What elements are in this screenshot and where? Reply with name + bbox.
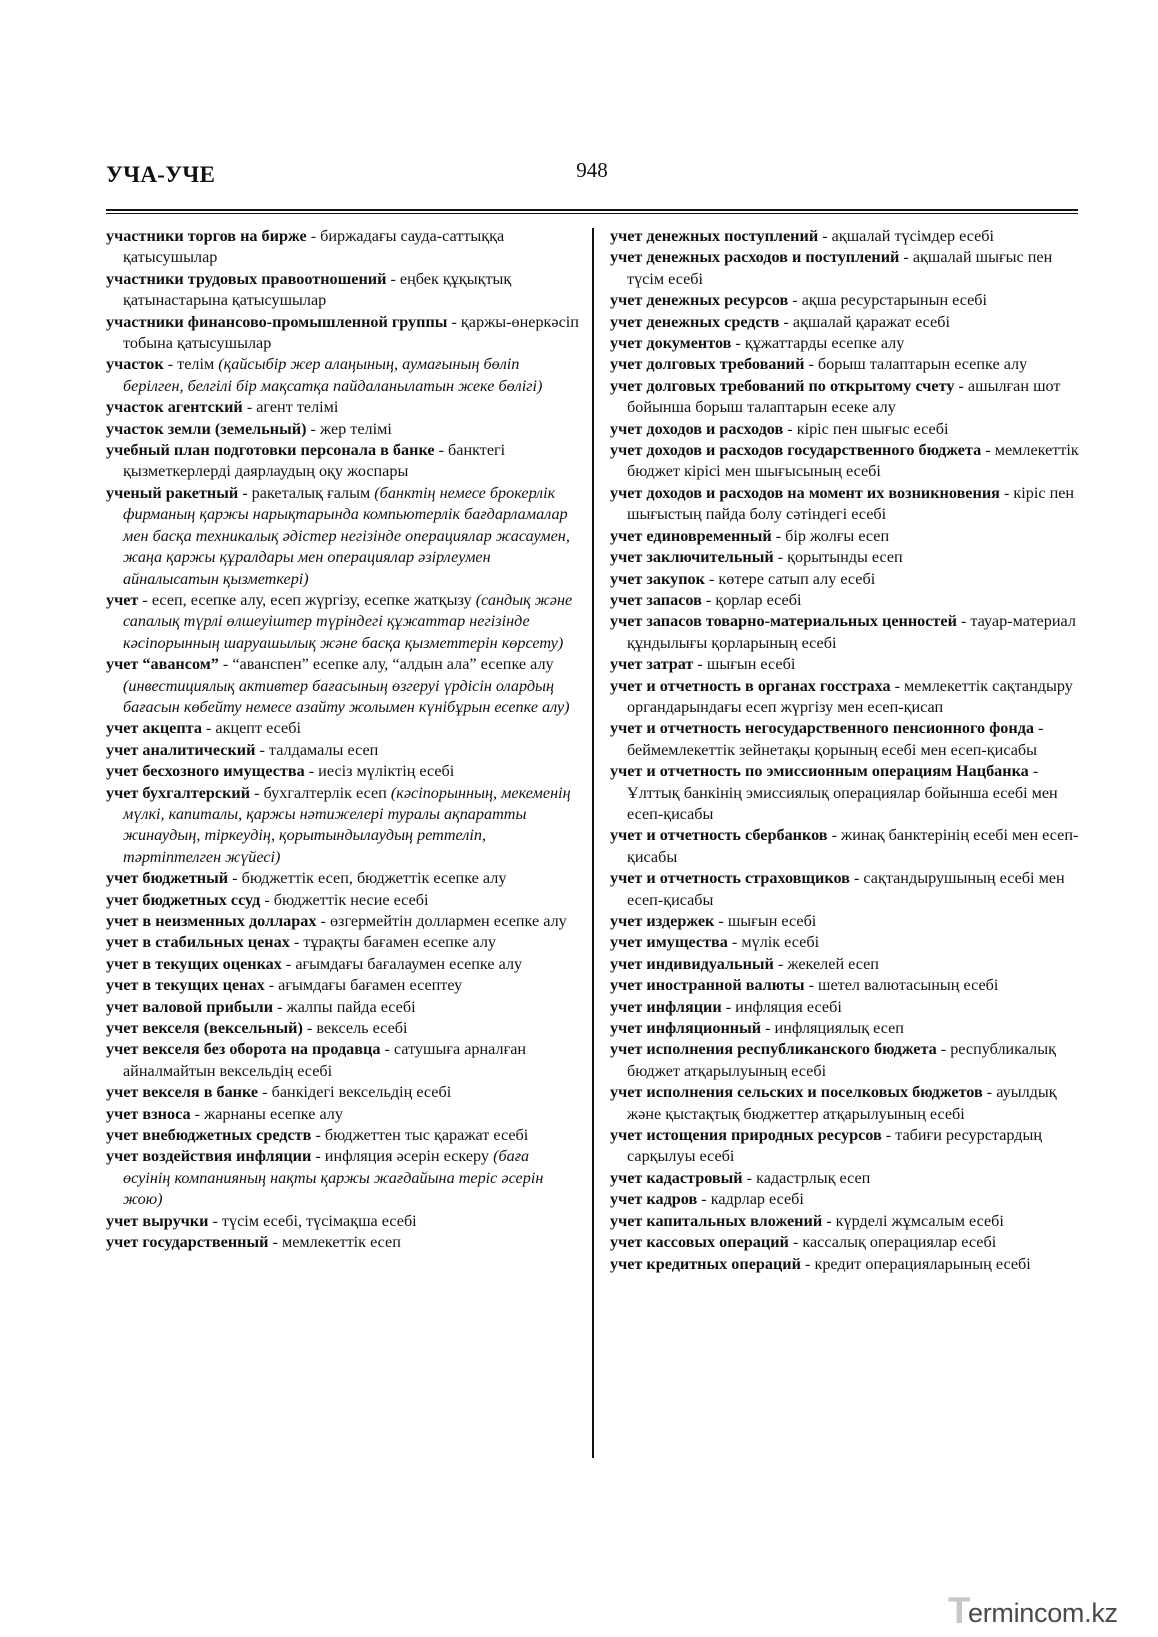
dictionary-entry bbox=[610, 590, 1080, 611]
dictionary-entry bbox=[106, 590, 579, 654]
entry-term: участок bbox=[106, 355, 164, 374]
entry-translation: - жалпы пайда есебі bbox=[273, 997, 416, 1016]
dictionary-entry bbox=[106, 397, 579, 418]
entry-translation: - кредит операцияларының есебі bbox=[800, 1254, 1031, 1273]
entry-note: (кәсіпорынның, мекеменің мүлкі, капиталы, қаржы нәтижелері туралы ақпаратты жинаудың, тіркеудің, қорытындылаудың реттеліп, тәртіптелген жүйесі) bbox=[123, 783, 571, 866]
dictionary-entry bbox=[610, 676, 1080, 719]
entry-term: учет векселя в банке bbox=[106, 1083, 259, 1102]
entry-term: учет и отчетность страховщиков bbox=[610, 869, 850, 888]
entry-translation: - жарнаны есепке алу bbox=[190, 1104, 343, 1123]
entry-term: учет бюджетный bbox=[106, 869, 229, 888]
entry-term: учет аналитический bbox=[106, 740, 256, 759]
entry-term: учет долговых требований bbox=[610, 355, 805, 374]
dictionary-entry bbox=[610, 1254, 1080, 1275]
entry-term: учет денежных поступлений bbox=[610, 227, 819, 245]
entry-translation: - шығын есебі bbox=[714, 912, 817, 930]
entry-note: (инвестициялық активтер бағасының өзгеруі үрдісін олардың бағасын көбейту немесе азайту жолымен күнібұрын есепке алу) bbox=[123, 676, 570, 716]
entry-term: учет в неизменных долларах bbox=[106, 912, 317, 930]
entry-translation: - талдамалы есеп bbox=[255, 740, 379, 759]
dictionary-entry bbox=[610, 376, 1080, 419]
entry-translation: - вексель есебі bbox=[302, 1019, 408, 1038]
entry-term: учет истощения природных ресурсов bbox=[610, 1126, 882, 1145]
entry-translation: - кадрлар есебі bbox=[697, 1190, 804, 1209]
dictionary-entry bbox=[610, 718, 1080, 761]
entry-translation: - қорытынды есеп bbox=[773, 548, 903, 567]
entry-translation: - бюджеттен тыс қаражат есебі bbox=[311, 1126, 529, 1145]
dictionary-entry bbox=[106, 868, 579, 889]
dictionary-entry bbox=[610, 1232, 1080, 1253]
entry-term: учет и отчетность негосударственного пенсионного фонда bbox=[610, 719, 1035, 738]
entry-term: учет bbox=[106, 590, 139, 609]
page-header bbox=[106, 158, 1078, 198]
entry-term: учет долговых требований по открытому счету bbox=[610, 376, 955, 395]
left-column bbox=[106, 226, 579, 1254]
entry-translation: - түсім есебі, түсімақша есебі bbox=[208, 1211, 417, 1230]
dictionary-entry bbox=[610, 247, 1080, 290]
entry-translation: - банктегі қызметкерлерді даярлаудың оқу жоспары bbox=[123, 441, 506, 481]
watermark-text: ermincom.kz bbox=[968, 1598, 1118, 1628]
dictionary-entry bbox=[610, 333, 1080, 354]
entry-translation: - жинақ банктерінің есебі мен есеп-қисабы bbox=[627, 826, 1079, 866]
dictionary-entry bbox=[610, 761, 1080, 825]
entry-translation: - инфляция әсерін ескеру bbox=[311, 1147, 494, 1166]
entry-translation: - жекелей есеп bbox=[773, 954, 879, 973]
entry-translation: - құжаттарды есепке алу bbox=[731, 334, 905, 353]
header-rule-thick bbox=[106, 209, 1078, 211]
entry-translation: - “аванспен” есепке алу, “алдын ала” есепке алу bbox=[218, 655, 554, 674]
dictionary-entry bbox=[610, 1125, 1080, 1168]
entry-term: учет взноса bbox=[106, 1104, 191, 1123]
entry-term: учет заключительный bbox=[610, 548, 774, 567]
entry-term: учет инфляционный bbox=[610, 1019, 762, 1038]
dictionary-entry bbox=[610, 1168, 1080, 1189]
dictionary-entry bbox=[610, 868, 1080, 911]
entry-term: участок земли (земельный) bbox=[106, 419, 307, 438]
entry-term: учет инфляции bbox=[610, 997, 722, 1016]
entry-term: участники финансово-промышленной группы bbox=[106, 312, 448, 331]
column-divider bbox=[592, 228, 594, 1458]
entry-translation: - Ұлттық банкінің эмиссиялық операциялар бойынша есебі мен есеп-қисабы bbox=[627, 762, 1058, 823]
entry-term: учет единовременный bbox=[610, 526, 772, 545]
entry-translation: - мемлекеттік сақтандыру органдарындағы есеп жүргізу мен есеп-қисап bbox=[627, 676, 1073, 716]
dictionary-entry bbox=[610, 1039, 1080, 1082]
entry-term: учет кредитных операций bbox=[610, 1254, 801, 1273]
entry-term: учет запасов товарно-материальных ценностей bbox=[610, 612, 957, 631]
entry-translation: - есеп, есепке алу, есеп жүргізу, есепке жатқызу bbox=[138, 590, 476, 609]
entry-term: учет государственный bbox=[106, 1233, 269, 1252]
entry-term: учет доходов и расходов bbox=[610, 419, 784, 438]
watermark-logo-mark: T bbox=[948, 1590, 971, 1631]
entry-term: учет бесхозного имущества bbox=[106, 762, 305, 781]
entry-translation: - ағымдағы бағамен есептеу bbox=[264, 976, 463, 995]
entry-term: учет бюджетных ссуд bbox=[106, 890, 261, 909]
entry-term: учет денежных расходов и поступлений bbox=[610, 248, 900, 267]
entry-translation: - республикалық бюджет атқарылуының есебі bbox=[627, 1040, 1056, 1080]
entry-term: учет запасов bbox=[610, 590, 702, 609]
running-head: УЧА-УЧЕ bbox=[106, 162, 216, 187]
entry-term: учет закупок bbox=[610, 569, 705, 588]
entry-translation: - агент телімі bbox=[242, 398, 339, 417]
entry-term: учет кассовых операций bbox=[610, 1233, 789, 1252]
dictionary-entry bbox=[106, 1125, 579, 1146]
dictionary-entry bbox=[106, 483, 579, 590]
dictionary-entry bbox=[610, 611, 1080, 654]
dictionary-entry bbox=[610, 290, 1080, 311]
entry-term: ученый ракетный bbox=[106, 483, 239, 502]
entry-translation: - күрделі жұмсалым есебі bbox=[822, 1211, 1004, 1230]
entry-note: (банктің немесе брокерлік фирманың қаржы нарықтарында компьютерлік бағдарламалар мен басқа техникалық әдістер негізінде операциялар жасаумен, жаңа қаржы құралдары мен операциялар әзірлеумен айналысатын қызметкері) bbox=[123, 483, 570, 588]
entry-term: учет денежных ресурсов bbox=[610, 291, 789, 310]
dictionary-entry bbox=[610, 825, 1080, 868]
entry-translation: - кіріс пен шығыс есебі bbox=[783, 419, 949, 438]
dictionary-entry bbox=[106, 761, 579, 782]
entry-translation: - беймемлекеттік зейнетақы қорының есебі мен есеп-қисабы bbox=[627, 719, 1044, 759]
dictionary-entry bbox=[610, 1018, 1080, 1039]
dictionary-entry bbox=[106, 354, 579, 397]
dictionary-entry bbox=[106, 1146, 579, 1210]
entry-translation: - акцепт есебі bbox=[201, 719, 301, 738]
entry-term: учет в текущих оценках bbox=[106, 954, 282, 973]
entry-term: учет в текущих ценах bbox=[106, 976, 265, 995]
dictionary-entry bbox=[610, 483, 1080, 526]
dictionary-entry bbox=[610, 954, 1080, 975]
dictionary-entry bbox=[106, 975, 579, 996]
entry-translation: - сатушыға арналған айналмайтын вексельдің есебі bbox=[123, 1040, 527, 1080]
dictionary-entry bbox=[106, 312, 579, 355]
entry-translation: - кассалық операциялар есебі bbox=[788, 1233, 997, 1252]
entry-term: учет кадров bbox=[610, 1190, 698, 1209]
dictionary-entry bbox=[106, 932, 579, 953]
dictionary-entry bbox=[610, 312, 1080, 333]
dictionary-entry bbox=[106, 718, 579, 739]
entry-term: учет исполнения сельских и поселковых бюджетов bbox=[610, 1083, 983, 1102]
entry-translation: - қорлар есебі bbox=[701, 590, 802, 609]
entry-translation: - шығын есебі bbox=[693, 655, 796, 674]
dictionary-entry bbox=[106, 1082, 579, 1103]
dictionary-entry bbox=[106, 440, 579, 483]
dictionary-entry bbox=[106, 226, 579, 269]
entry-translation: - ағымдағы бағалаумен есепке алу bbox=[281, 954, 523, 973]
dictionary-entry bbox=[610, 1189, 1080, 1210]
dictionary-entry bbox=[610, 354, 1080, 375]
entry-term: учет исполнения республиканского бюджета bbox=[610, 1040, 937, 1059]
entry-translation: - бір жолғы есеп bbox=[771, 526, 890, 545]
entry-term: учет воздействия инфляции bbox=[106, 1147, 312, 1166]
dictionary-entry bbox=[610, 419, 1080, 440]
entry-term: учет кадастровый bbox=[610, 1168, 743, 1187]
right-column bbox=[610, 226, 1080, 1275]
dictionary-entry bbox=[610, 526, 1080, 547]
entry-term: учет капитальных вложений bbox=[610, 1211, 823, 1230]
entry-translation: - биржадағы сауда-саттыққа қатысушылар bbox=[123, 227, 505, 267]
entry-translation: - ауылдық және қыстақтық бюджеттер атқарылуының есебі bbox=[627, 1083, 1057, 1123]
entry-term: участок агентский bbox=[106, 398, 243, 417]
entry-translation: - еңбек құқықтық қатынастарына қатысушылар bbox=[123, 269, 512, 310]
entry-term: учет в стабильных ценах bbox=[106, 933, 290, 952]
entry-translation: - банкідегі вексельдің есебі bbox=[258, 1083, 452, 1102]
entry-term: учет и отчетность в органах госстраха bbox=[610, 676, 891, 695]
entry-translation: - сақтандырушының есебі мен есеп-қисабы bbox=[627, 869, 1065, 909]
page-number: 948 bbox=[576, 158, 608, 182]
dictionary-entry bbox=[610, 440, 1080, 483]
entry-term: учет векселя без оборота на продавца bbox=[106, 1040, 381, 1059]
entry-term: учет бухгалтерский bbox=[106, 783, 251, 802]
entry-translation: - мемлекеттік есеп bbox=[268, 1233, 401, 1252]
entry-term: учет и отчетность сбербанков bbox=[610, 826, 828, 845]
dictionary-entry bbox=[610, 654, 1080, 675]
dictionary-entry bbox=[106, 740, 579, 761]
entry-term: участники торгов на бирже bbox=[106, 227, 307, 245]
dictionary-entry bbox=[106, 1232, 579, 1253]
entry-term: учет документов bbox=[610, 334, 732, 353]
dictionary-entry bbox=[610, 569, 1080, 590]
entry-translation: - бюджеттік есеп, бюджеттік есепке алу bbox=[228, 869, 507, 888]
entry-translation: - табиғи ресурстардың сарқылуы есебі bbox=[627, 1126, 1043, 1166]
dictionary-entry bbox=[610, 932, 1080, 953]
entry-translation: - тауар-материал құндылығы қорларының есебі bbox=[627, 612, 1076, 652]
dictionary-entry bbox=[106, 954, 579, 975]
entry-term: учет иностранной валюты bbox=[610, 976, 805, 995]
entry-translation: - кіріс пен шығыстың пайда болу сәтіндегі есебі bbox=[627, 483, 1075, 524]
entry-note: (қайсыбір жер алаңының, аумағының бөліп берілген, белгілі бір мақсатқа пайдаланылатын жеке бөлігі) bbox=[123, 355, 543, 395]
entry-term: учет затрат bbox=[610, 655, 694, 674]
entry-translation: - бухгалтерлік есеп bbox=[250, 783, 391, 802]
entry-term: учет выручки bbox=[106, 1211, 209, 1230]
entry-translation: - ашылған шот бойынша борыш талаптарын есеке алу bbox=[627, 376, 1061, 417]
dictionary-entry bbox=[106, 997, 579, 1018]
entry-term: учебный план подготовки персонала в банке bbox=[106, 441, 435, 460]
dictionary-entry bbox=[106, 1211, 579, 1232]
dictionary-entry bbox=[106, 654, 579, 718]
entry-translation: - телім bbox=[163, 355, 219, 374]
entry-translation: - борыш талаптарын есепке алу bbox=[804, 355, 1028, 374]
entry-term: учет валовой прибыли bbox=[106, 997, 274, 1016]
entry-translation: - шетел валютасының есебі bbox=[804, 976, 999, 995]
dictionary-entry bbox=[610, 1211, 1080, 1232]
entry-translation: - ақшалай шығыс пен түсім есебі bbox=[627, 248, 1053, 288]
dictionary-entry bbox=[106, 1018, 579, 1039]
entry-term: учет доходов и расходов государственного бюджета bbox=[610, 441, 982, 460]
entry-translation: - ақшалай қаражат есебі bbox=[779, 312, 950, 331]
dictionary-entry bbox=[106, 1104, 579, 1125]
dictionary-entry bbox=[106, 269, 579, 312]
entry-term: учет векселя (вексельный) bbox=[106, 1019, 303, 1038]
entry-note: (сандық және сапалық түрлі өлшеуіштер түріндегі құжаттар негізінде кәсіпорынның шаруашылық және басқа қызметтерін көрсету) bbox=[123, 590, 573, 652]
entry-translation: - инфляциялық есеп bbox=[761, 1019, 904, 1038]
entry-translation: - қаржы-өнеркәсіп тобына қатысушылар bbox=[123, 312, 579, 353]
entry-translation: - бюджеттік несие есебі bbox=[260, 890, 429, 909]
entry-term: учет “авансом” bbox=[106, 655, 219, 674]
entry-translation: - ақша ресурстарынын есебі bbox=[788, 291, 988, 310]
entry-translation: - кадастрлық есеп bbox=[742, 1168, 871, 1187]
header-rule-thin bbox=[106, 213, 1078, 214]
entry-term: учет внебюджетных средств bbox=[106, 1126, 312, 1145]
entry-term: участники трудовых правоотношений bbox=[106, 269, 387, 288]
dictionary-entry bbox=[610, 997, 1080, 1018]
dictionary-entry bbox=[610, 975, 1080, 996]
dictionary-entry bbox=[106, 419, 579, 440]
dictionary-entry bbox=[106, 911, 579, 932]
entry-translation: - мемлекеттік бюджет кірісі мен шығысының есебі bbox=[627, 441, 1079, 481]
dictionary-entry bbox=[610, 547, 1080, 568]
entry-translation: - иесіз мүліктің есебі bbox=[304, 762, 455, 781]
entry-term: учет индивидуальный bbox=[610, 954, 774, 973]
entry-translation: - тұрақты бағамен есепке алу bbox=[289, 933, 497, 952]
entry-translation: - жер телімі bbox=[306, 419, 392, 438]
entry-translation: - ақшалай түсімдер есебі bbox=[818, 227, 994, 245]
entry-translation: - ракеталық ғалым bbox=[238, 483, 375, 502]
entry-term: учет денежных средств bbox=[610, 312, 780, 331]
entry-term: учет и отчетность по эмиссионным операциям Нацбанка bbox=[610, 762, 1029, 781]
dictionary-entry bbox=[106, 783, 579, 869]
dictionary-entry bbox=[610, 911, 1080, 932]
dictionary-entry bbox=[610, 1082, 1080, 1125]
dictionary-entry bbox=[106, 1039, 579, 1082]
entry-note: (баға өсуінің компанияның нақты қаржы жағдайына теріс әсерін жою) bbox=[123, 1147, 544, 1209]
entry-translation: - көтере сатып алу есебі bbox=[704, 569, 876, 588]
entry-term: учет издержек bbox=[610, 912, 715, 930]
entry-term: учет акцепта bbox=[106, 719, 202, 738]
entry-translation: - өзгермейтін доллармен есепке алу bbox=[316, 912, 567, 930]
dictionary-entry bbox=[106, 890, 579, 911]
terminkom-watermark bbox=[948, 1592, 1158, 1637]
entry-term: учет доходов и расходов на момент их возникновения bbox=[610, 483, 1000, 502]
entry-translation: - инфляция есебі bbox=[721, 997, 842, 1016]
entry-translation: - мүлік есебі bbox=[727, 933, 820, 952]
entry-term: учет имущества bbox=[610, 933, 728, 952]
dictionary-entry bbox=[610, 226, 1080, 247]
